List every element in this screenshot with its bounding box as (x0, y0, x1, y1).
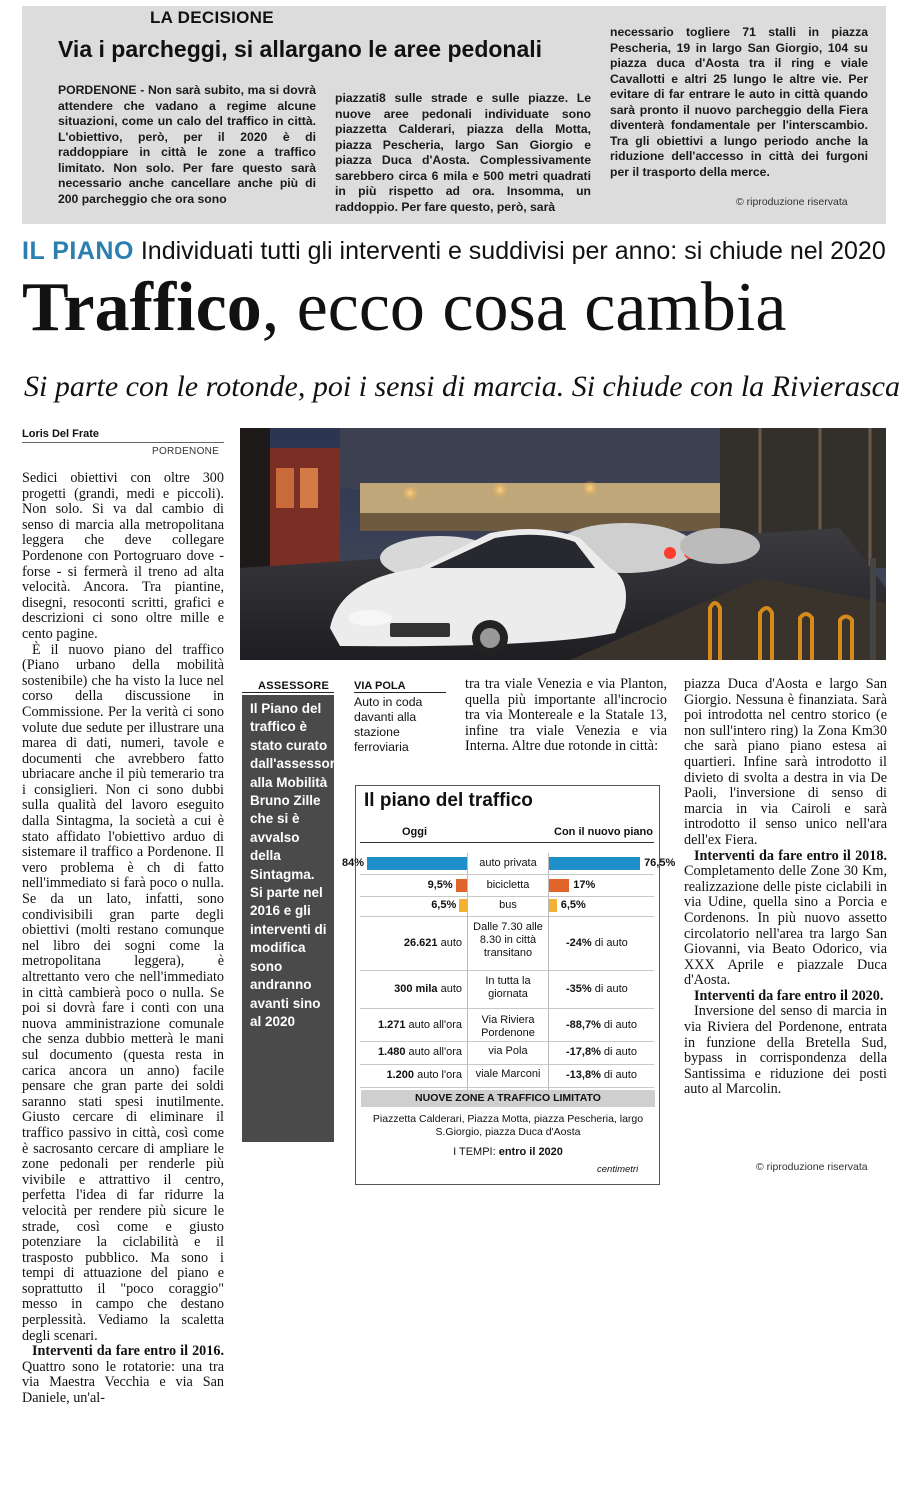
photo-caption-text: Auto in coda davanti alla stazione ferroviaria (354, 695, 423, 754)
byline: Loris Del Frate (22, 428, 100, 440)
kicker-tag: IL PIANO (22, 237, 134, 265)
middle-label-2: Via Riviera Pordenone (481, 1014, 535, 1039)
left-value-2: 1.271 auto all'ora (377, 1019, 462, 1031)
infographic-title: Il piano del traffico (364, 790, 533, 811)
value-oggi-1: 9,5% (427, 879, 453, 891)
ztl-list: Piazzetta Calderari, Piazza Motta, piazza Pescheria, largo S.Giorgio, piazza Duca d'Aosta (372, 1113, 644, 1138)
middle-label-0: Dalle 7.30 alle 8.30 in città transitano (473, 921, 543, 959)
decision-title: Via i parcheggi, si allargano le aree pedonali (58, 36, 543, 62)
paragraph-4: Completamento delle Zone 30 Km, realizzazione delle piste ciclabili in via Udine, quella sino a Porcia e Cordenons. In più nuovo assetto circolatorio nell'area tra largo San Giovanni, via Beato Odorico, via XXX Aprile e piazzale Duca d'Aosta. (684, 863, 887, 989)
bar-oggi-0 (367, 857, 467, 870)
tempi-value: entro il 2020 (498, 1146, 563, 1158)
centimetri-logo: centimetri (597, 1164, 639, 1175)
subhead-2018: Interventi da fare entro il 2018. (694, 847, 887, 864)
right-value-2: -88,7% di auto (566, 1019, 637, 1031)
bar-nuovo-0 (549, 857, 640, 870)
value-oggi-2: 6,5% (431, 899, 457, 911)
paragraph-2: È il nuovo piano del traffico (Piano urbano della mobilità sostenibile) che ha visto la luce nel corso della discussione in Commissione. Per la verità ci sono volute due sedute per illustrare una marea di dati, numeri, tavole e documenti che avrebbero fatto ubriacare anche il più temerario tra i consiglieri. Non ci sono dubbi sulla qualità del lavoro eseguito dalla Sintagma, la società a cui è stato affidato l'obiettivo arduo di sistemare il traffico a Pordenone. Il vero problema è ch di fatto nell'immediato si farà poco o nulla. Se da un lato, infatti, sono condivisibili gran parte degli obiettivi (molti restano comunque nel libro dei sogni come la metropolitana leggera), è altrettanto vero che nell'immediato in città cambierà poco o nulla. Se poi si dovrà fare i conti con una nuova amministrazione comunale che senza dubbio metterà le mani sul documento (questa resta in carica ancora un anno) facile pensare che gran parte dei soldi saranno stati spesi inutilmente. Giusto cercare di eliminare il traffico passivo in città, così come è sacrosanto cercare di ampliare le zone pedonali per renderle più vivibile e attrattivo il centro, perfetta l'idea di far ridurre la velocità per rendere più sicure le strade, così come e giusto potenziare la ciclabilità e il trasposto pubblico. Ma sono i tempi di attuazione del piano e soprattutto il "poco coraggio" messo in campo che destano perplessità. Vediamo la scaletta degli scenari. (22, 641, 224, 1344)
right-value-4: -13,8% di auto (566, 1069, 637, 1081)
middle-label-3: via Pola (488, 1045, 528, 1057)
bar-nuovo-2 (549, 899, 557, 912)
tempi-label: I TEMPI: (453, 1146, 496, 1158)
kicker-text: Individuati tutti gli interventi e suddivisi per anno: si chiude nel 2020 (140, 237, 886, 265)
row-divider (360, 970, 654, 971)
middle-label-1: In tutta la giornata (485, 975, 531, 1000)
assessore-rule (242, 692, 334, 693)
mode-label-0: auto privata (479, 857, 537, 869)
middle-label-4: viale Marconi (475, 1068, 541, 1080)
assessore-kicker: ASSESSORE (258, 680, 330, 692)
row-divider (360, 1008, 654, 1009)
assessore-text: Il Piano del traffico è stato curato dall'assessore alla Mobilità Bruno Zille che si è avvalso della Sintagma. Si parte nel 2016 e gli interventi di modifica sono andranno avanti sino al 2020 (250, 701, 343, 1029)
col-header-nuovo: Con il nuovo piano (554, 826, 653, 838)
row-divider (360, 896, 654, 897)
mode-label-1: bicicletta (486, 879, 530, 891)
bar-nuovo-1 (549, 879, 569, 892)
subhead-2020: Interventi da fare entro il 2020. (694, 987, 884, 1004)
left-value-0: 26.621 auto (403, 937, 462, 949)
decision-kicker: LA DECISIONE (150, 8, 274, 27)
col-header-oggi: Oggi (402, 826, 428, 838)
header-rule (360, 842, 654, 843)
subhead-2016: Interventi da fare entro il 2016. (32, 1343, 224, 1360)
value-nuovo-0: 76,5% (644, 857, 676, 869)
row-divider (360, 1087, 654, 1088)
mode-label-2: bus (499, 899, 517, 911)
headline-bold: Traffico (22, 269, 262, 346)
bar-oggi-2 (459, 899, 467, 912)
decision-column-2: piazzati8 sulle strade e sulle piazze. Le nuove aree pedonali individuate sono piazzetta Calderari, piazza della Motta, piazza Pescheria, largo San Giorgio e piazza Duca d'Aosta. Complessivamente sarebbero circa 6 mila e 500 metri quadrati in più rispetto ad ora. Insomma, un raddoppio. Per fare questo, però, sarà (335, 91, 591, 214)
paragraph-3-cont: tra tra viale Venezia e via Planton, quella più importante all'incrocio tra via Montereale e la Statale 13, infine tra viale Venezia e via Interna. Altre due rotonde in città: (465, 676, 667, 755)
bar-oggi-1 (456, 879, 467, 892)
row-divider (360, 916, 654, 917)
traffic-photo (240, 428, 886, 660)
value-nuovo-1: 17% (573, 879, 596, 891)
byline-rule (22, 442, 224, 443)
photo-caption-kicker: VIA POLA (354, 680, 406, 692)
row-divider (360, 1041, 654, 1042)
left-value-4: 1.200 auto l'ora (386, 1069, 462, 1081)
dateline: PORDENONE (152, 446, 220, 457)
article-kicker (22, 237, 886, 266)
ztl-header: NUOVE ZONE A TRAFFICO LIMITATO (361, 1090, 655, 1107)
right-value-3: -17,8% di auto (566, 1046, 637, 1058)
headline (22, 268, 786, 348)
decision-column-3: necessario togliere 71 stalli in piazza Pescheria, 19 in largo San Giorgio, 104 su piazza duca d'Aosta tra il ring e viale Cavallotti e altri 25 lungo le altre vie. Per evitare di far entrare le auto in città quando sarà pronto il nuovo parcheggio della Fiera diventerà fondamentale per l'interscambio. Tra gli obiettivi a lungo periodo anche la riduzione dell'accesso in città dei furgoni per il trasporto della merce. (610, 25, 868, 179)
left-value-3: 1.480 auto all'ora (377, 1046, 462, 1058)
paragraph-3-end: piazza Duca d'Aosta e largo San Giorgio. Nessuna è finanziata. Sarà poi introdotta nel centro storico (e non sull'intero ring) la Zona Km30 che sarà piano piano estesa ai quartieri. Infine sarà introdotto il divieto di svolta a destra in via De Paoli, l'inversione di senso di marcia in via Cairoli e sarà introdotto il senso unico nell'ara dell'ex Fiera. (684, 676, 887, 848)
paragraph-3-start: Quattro sono le rotatorie: una tra via Maestra Vecchia e via San Daniele, un'al- (22, 1358, 224, 1407)
decision-copyright: © riproduzione riservata (736, 196, 848, 208)
row-divider (360, 1064, 654, 1065)
decision-column-1: PORDENONE - Non sarà subito, ma si dovrà attendere che vadano a regime alcune situazioni, come un calo del traffico in città. L'obiettivo, però, per il 2020 è di raddoppiare in città le zone a traffico limitato. Non solo. Per fare questo sarà necessario anche cancellare anche più di 200 parcheggio che ora sono (58, 83, 316, 206)
paragraph-1: Sedici obiettivi con oltre 300 progetti (grandi, medi e piccoli). Non solo. Si va dal cambio di senso di marcia alla metropolitana leggera che deve collegare Pordenone con Portogruaro dove - forse - si fermerà il treno ad alta velocità. Ancora. Tra piantine, disegni, resoconti scritti, grafici e descrizioni ci sono oltre mille e cento pagine. (22, 470, 224, 642)
article-column-4 (684, 677, 887, 1098)
right-value-1: -35% di auto (566, 983, 628, 995)
right-value-0: -24% di auto (566, 937, 628, 949)
article-copyright: © riproduzione riservata (756, 1161, 868, 1173)
article-column-3 (465, 677, 667, 755)
subheadline: Si parte con le rotonde, poi i sensi di marcia. Si chiude con la Rivierasca (24, 370, 900, 403)
article-column-1 (22, 471, 224, 1407)
value-nuovo-2: 6,5% (560, 899, 586, 911)
photo-caption-rule (354, 692, 446, 693)
row-divider (360, 874, 654, 875)
headline-rest: , ecco cosa cambia (261, 269, 787, 346)
tempi-line (361, 1146, 655, 1158)
paragraph-5: Inversione del senso di marcia in via Riviera del Pordenone, entrata in funzione della Bretella Sud, bypass in corrispondenza della Santissima e riduzione dei posti auto al Marcolin. (684, 1003, 887, 1098)
left-value-1: 300 mila auto (394, 983, 462, 995)
value-oggi-0: 84% (341, 857, 364, 869)
